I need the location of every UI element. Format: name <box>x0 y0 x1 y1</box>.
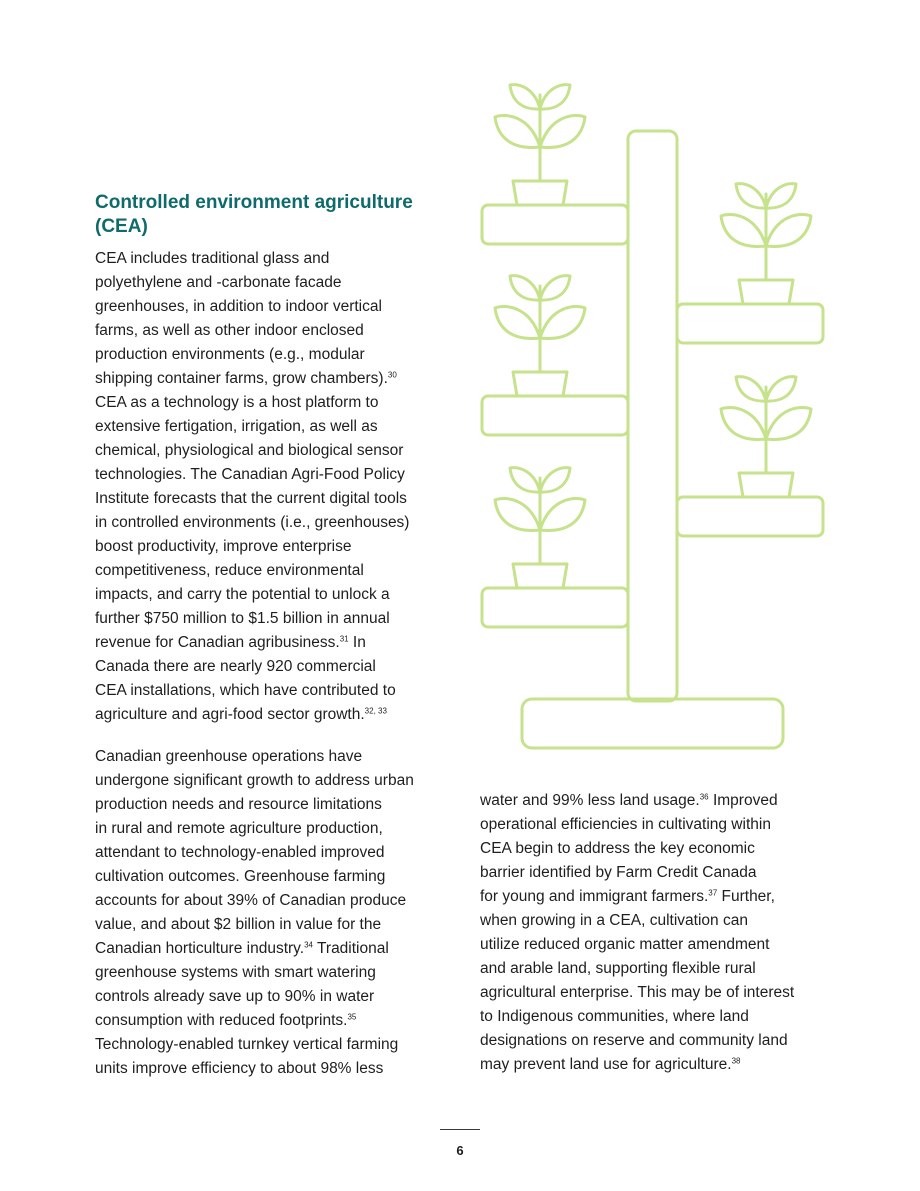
text-line: undergone significant growth to address urban <box>95 772 414 789</box>
text-line: further $750 million to $1.5 billion in annual <box>95 610 390 627</box>
text-line: competitiveness, reduce environmental <box>95 562 364 579</box>
text-line: in controlled environments (i.e., greenhouses) <box>95 514 410 531</box>
text-line-body: shipping container farms, grow chambers). <box>95 370 388 387</box>
shelf-right-bottom <box>677 497 823 536</box>
footer-divider <box>440 1129 480 1130</box>
text-line-body: consumption with reduced footprints. <box>95 1012 348 1029</box>
shelf-right-top <box>677 304 823 343</box>
text-line: chemical, physiological and biological sensor <box>95 442 404 459</box>
plant-left-top <box>495 85 585 205</box>
text-line-continuation: Traditional <box>312 940 389 957</box>
text-line-body: revenue for Canadian agribusiness. <box>95 634 340 651</box>
shelf-left-bottom <box>482 588 628 627</box>
plant-left-middle <box>495 276 585 396</box>
text-line: when growing in a CEA, cultivation can <box>480 912 748 929</box>
text-line: and arable land, supporting flexible rural <box>480 960 756 977</box>
text-line <box>95 703 387 727</box>
text-line <box>95 631 366 655</box>
text-line: Canada there are nearly 920 commercial <box>95 658 376 675</box>
text-line: impacts, and carry the potential to unlock a <box>95 586 390 603</box>
plant-right-bottom <box>721 377 811 497</box>
page-number: 6 <box>456 1143 464 1158</box>
text-line-continuation: Improved <box>708 792 778 809</box>
text-line: value, and about $2 billion in value for the <box>95 916 382 933</box>
text-line-body: may prevent land use for agriculture. <box>480 1056 732 1073</box>
text-line-body: water and 99% less land usage. <box>480 792 700 809</box>
text-line-continuation: In <box>348 634 366 651</box>
text-line <box>95 367 397 391</box>
text-line: units improve efficiency to about 98% less <box>95 1060 384 1077</box>
footnote-reference: 30 <box>387 370 397 380</box>
text-line: production needs and resource limitations <box>95 796 382 813</box>
footnote-reference: 32, 33 <box>364 706 387 716</box>
text-line <box>480 789 778 813</box>
text-line: boost productivity, improve enterprise <box>95 538 352 555</box>
text-line: utilize reduced organic matter amendment <box>480 936 770 953</box>
shelf-left-middle <box>482 396 628 435</box>
text-line: technologies. The Canadian Agri-Food Policy <box>95 466 405 483</box>
footnote-reference: 38 <box>731 1056 741 1066</box>
text-line-body: agriculture and agri-food sector growth. <box>95 706 365 723</box>
text-line: CEA begin to address the key economic <box>480 840 755 857</box>
section-heading: Controlled environment agriculture (CEA) <box>95 192 413 237</box>
vertical-farm-plant-shelf-icon <box>478 82 828 752</box>
text-line-body: for young and immigrant farmers. <box>480 888 709 905</box>
text-line: production environments (e.g., modular <box>95 346 365 363</box>
footnote-reference: 35 <box>347 1012 357 1022</box>
text-line: extensive fertigation, irrigation, as well as <box>95 418 378 435</box>
text-line <box>95 937 389 961</box>
text-line: attendant to technology-enabled improved <box>95 844 385 861</box>
plant-right-top <box>721 184 811 304</box>
footnote-reference: 37 <box>708 888 718 898</box>
text-line: Institute forecasts that the current digital tools <box>95 490 407 507</box>
text-line: Canadian greenhouse operations have <box>95 748 363 765</box>
text-line: controls already save up to 90% in water <box>95 988 375 1005</box>
text-line: Technology-enabled turnkey vertical farming <box>95 1036 399 1053</box>
text-line: CEA includes traditional glass and <box>95 250 330 267</box>
text-line: farms, as well as other indoor enclosed <box>95 322 364 339</box>
text-line: barrier identified by Farm Credit Canada <box>480 864 757 881</box>
text-line: operational efficiencies in cultivating within <box>480 816 771 833</box>
text-line: CEA installations, which have contributed to <box>95 682 396 699</box>
text-line-continuation: Further, <box>717 888 775 905</box>
text-line: greenhouse systems with smart watering <box>95 964 376 981</box>
text-line <box>480 1053 740 1077</box>
footnote-reference: 36 <box>699 792 709 802</box>
text-line: polyethylene and -carbonate facade <box>95 274 342 291</box>
text-line <box>480 885 775 909</box>
text-line: in rural and remote agriculture production, <box>95 820 383 837</box>
text-line: designations on reserve and community land <box>480 1032 788 1049</box>
shelf-left-top <box>482 205 628 244</box>
text-line-body: Canadian horticulture industry. <box>95 940 305 957</box>
text-line: CEA as a technology is a host platform to <box>95 394 379 411</box>
text-line: agricultural enterprise. This may be of interest <box>480 984 795 1001</box>
text-line: accounts for about 39% of Canadian produce <box>95 892 407 909</box>
text-line: cultivation outcomes. Greenhouse farming <box>95 868 386 885</box>
footnote-reference: 31 <box>339 634 349 644</box>
central-pole <box>628 131 677 701</box>
plant-left-bottom <box>495 468 585 588</box>
footnote-reference: 34 <box>304 940 313 950</box>
text-line: to Indigenous communities, where land <box>480 1008 749 1025</box>
base-platform <box>522 699 783 748</box>
text-line <box>95 1009 356 1033</box>
text-line: greenhouses, in addition to indoor vertical <box>95 298 382 315</box>
